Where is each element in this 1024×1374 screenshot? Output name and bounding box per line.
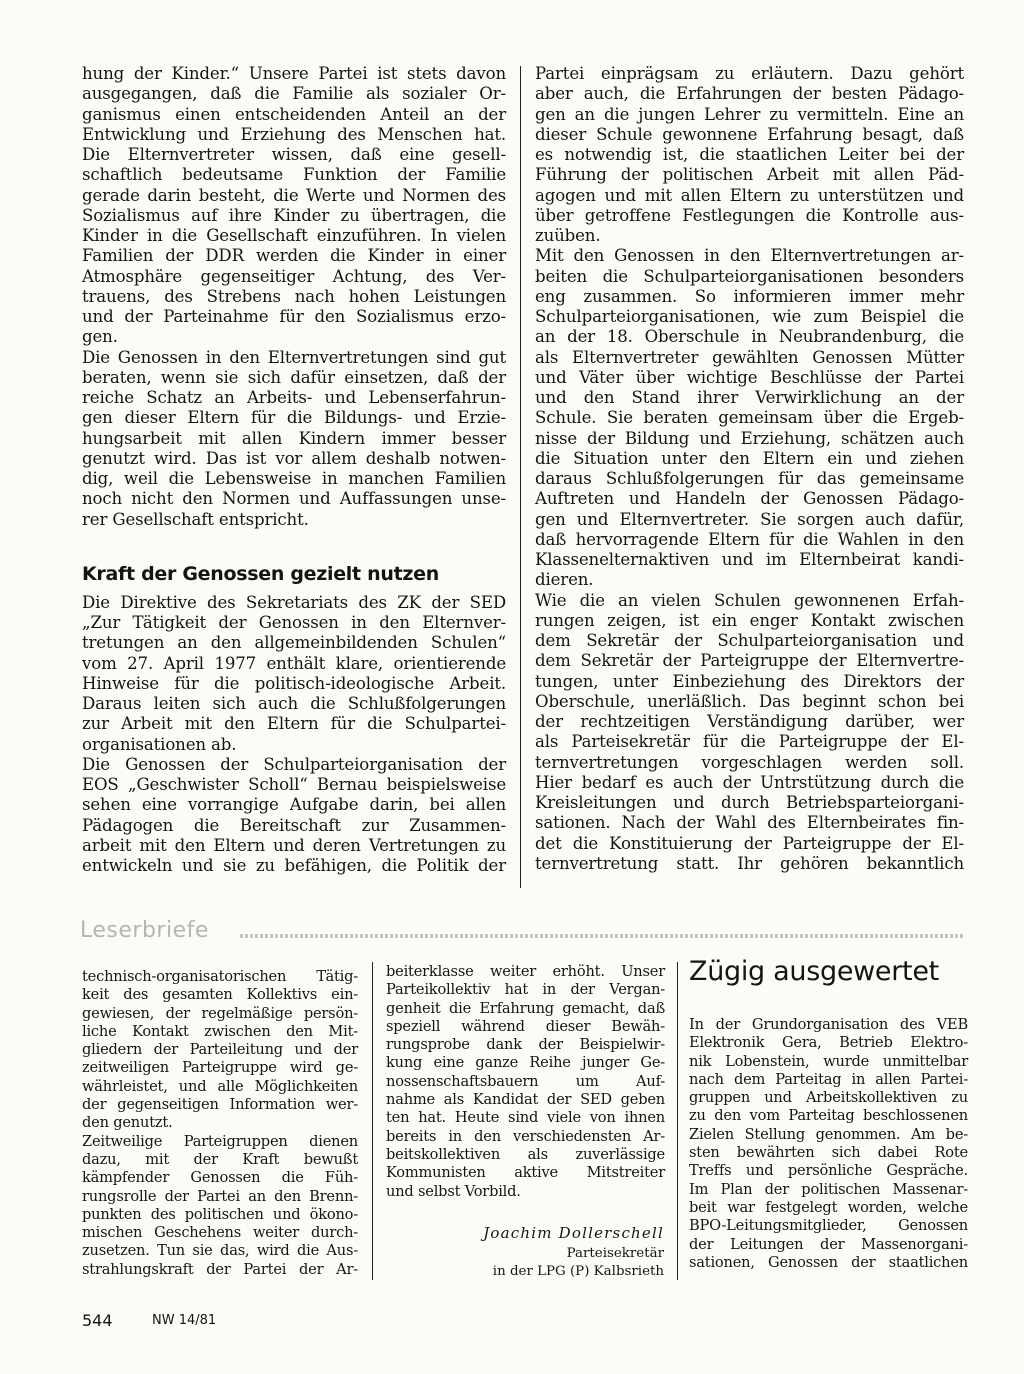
letter-col1-text <box>82 968 358 1279</box>
text-line: zeitweiligen Parteigruppe wird ge- <box>82 1059 358 1077</box>
text-line: als Parteisekretär für die Parteigruppe der El- <box>535 732 964 752</box>
text-line: Die Elternvertreter wissen, daß eine gesell- <box>82 145 506 164</box>
text-line: und selbst Vorbild. <box>386 1182 521 1200</box>
text-line: tretungen an den allgemeinbildenden Schulen“ <box>82 633 506 653</box>
text-line: rer Gesellschaft entspricht. <box>82 509 309 529</box>
text-line: dazu, mit der Kraft bewußt <box>82 1150 358 1168</box>
text-line: nik Lobenstein, wurde unmittelbar <box>689 1052 968 1070</box>
column-divider-top <box>520 66 521 888</box>
text-line: nahme als Kandidat der SED geben <box>386 1091 665 1109</box>
leserbriefe-rule <box>240 934 964 938</box>
text-line: hung der Kinder.“ Unsere Partei ist stets davon <box>82 64 506 83</box>
text-line: währleistet, und alle Möglichkeiten <box>82 1077 358 1095</box>
text-line: punkten des politischen und ökono- <box>82 1205 358 1223</box>
text-line: es notwendig ist, die staatlichen Leiter bei der <box>535 145 964 164</box>
letter-column-3 <box>689 1016 968 1272</box>
text-line: noch nicht den Normen und Auffassungen unse- <box>82 489 506 509</box>
text-line: daraus Schlußfolgerungen für das gemeinsame <box>535 469 964 488</box>
text-line: ten hat. Heute sind viele von ihnen <box>386 1109 665 1127</box>
text-line: „Zur Tätigkeit der Genossen in den Elternver- <box>82 613 506 632</box>
text-line: Atmosphäre gegenseitiger Achtung, des Ver- <box>82 266 506 286</box>
text-line: Klassenelternaktiven und im Elternbeirat kandi- <box>535 550 964 569</box>
text-line: gen an die jungen Lehrer zu vermitteln. Eine an <box>535 104 964 124</box>
text-line: dem Sekretär der Schulparteiorganisation und <box>535 631 964 650</box>
text-line: gen dieser Eltern für die Bildungs- und Erzie- <box>82 408 506 428</box>
text-line: zusetzen. Tun sie das, wird die Aus- <box>82 1242 358 1260</box>
text-line: zu den vom Parteitag beschlossenen <box>689 1107 968 1125</box>
text-line: Oberschule, unerläßlich. Das beginnt schon bei <box>535 691 964 711</box>
text-line: ternvertretungen vorgeschlagen werden soll. <box>535 752 964 772</box>
text-line: Die Genossen der Schulparteiorganisation der <box>82 754 506 774</box>
text-line: Zielen Stellung genommen. Am be- <box>689 1125 968 1143</box>
text-line: speziell während dieser Bewäh- <box>386 1017 665 1035</box>
text-line: gruppen und Arbeitskollektiven zu <box>689 1089 968 1107</box>
text-line: liche Kontakt zwischen den Mit- <box>82 1022 358 1040</box>
text-line: Kreisleitungen und durch Betriebsparteiorgani- <box>535 793 964 812</box>
text-line: kämpfender Genossen die Füh- <box>82 1169 358 1187</box>
text-line: beitskollektiven als zuverlässige <box>386 1145 665 1163</box>
text-line: arbeit mit den Eltern und deren Vertretungen zu <box>82 835 506 855</box>
text-line: dig, weil die Lebensweise in manchen Familien <box>82 469 506 488</box>
text-line: vom 27. April 1977 enthält klare, orientierende <box>82 653 506 673</box>
text-line: Sozialismus auf ihre Kinder zu übertragen, die <box>82 205 506 225</box>
text-line: an der 18. Oberschule in Neubrandenburg, die <box>535 327 964 347</box>
text-line: eng zusammen. So informieren immer mehr <box>535 286 964 306</box>
text-line: kung eine ganze Reihe junger Ge- <box>386 1054 665 1072</box>
text-line: Hinweise für die politisch-ideologische Arbeit. <box>82 673 506 693</box>
article-left-column <box>82 64 506 876</box>
text-line: Parteikollektiv hat in der Vergan- <box>386 981 665 999</box>
text-line: dieren. <box>535 570 594 590</box>
text-line: nisse der Bildung und Erziehung, schätzen auch <box>535 428 964 448</box>
top-right-text <box>535 64 964 874</box>
text-line: agogen und mit allen Eltern zu unterstützen und <box>535 185 964 205</box>
section-heading: Kraft der Genossen gezielt nutzen <box>82 563 439 585</box>
text-line: der Leitungen der Massenorgani- <box>689 1235 968 1253</box>
text-line: Treffs und persönliche Gespräche. <box>689 1162 968 1180</box>
text-line: und Väter über wichtige Beschlüsse der Partei <box>535 367 964 387</box>
text-line: technisch-organisatorischen Tätig- <box>82 968 358 985</box>
text-line: ternvertretung statt. Ihr gehören bekanntlich <box>535 853 964 873</box>
text-line: bereits in den verschiedensten Ar- <box>386 1127 665 1145</box>
text-line: Mit den Genossen in den Elternvertretungen ar- <box>535 246 964 266</box>
text-line: dem Sekretär der Parteigruppe der Elternvertre- <box>535 651 964 671</box>
text-line: ausgegangen, daß die Familie als sozialer Or- <box>82 84 506 104</box>
text-line: keit des gesamten Kollektivs ein- <box>82 986 358 1004</box>
text-line: Die Direktive des Sekretariats des ZK der SED <box>82 592 506 612</box>
text-line: gen. <box>82 327 118 347</box>
text-line: rungsprobe dank der Beispielwir- <box>386 1036 665 1054</box>
signature-name: Joachim Dollerschell <box>483 1224 664 1242</box>
text-line: den genutzt. <box>82 1114 173 1132</box>
text-line: Entwicklung und Erziehung des Menschen hat. <box>82 124 506 144</box>
text-line: sationen, Genossen der staatlichen <box>689 1253 968 1271</box>
text-line: Hier bedarf es auch der Untrstützung durch die <box>535 772 964 792</box>
text-line: tungen, unter Einbeziehung des Direktors der <box>535 671 964 691</box>
text-line: Schule. Sie beraten gemeinsam über die Ergeb- <box>535 408 964 428</box>
text-line: sehen eine vorrangige Aufgabe darin, bei allen <box>82 795 506 815</box>
text-line: trauens, des Strebens nach hohen Leistungen <box>82 286 506 306</box>
text-line: nossenschaftsbauern um Auf- <box>386 1072 665 1090</box>
signature-role: Parteisekretär <box>566 1246 664 1261</box>
text-line: Schulparteiorganisationen, wie zum Beispiel die <box>535 307 964 326</box>
top-left-text <box>82 64 506 530</box>
text-line: daß hervorragende Eltern für die Wahlen in den <box>535 529 964 549</box>
text-line: gliedern der Parteileitung und der <box>82 1041 358 1059</box>
text-line: sten bewährten sich dabei Rote <box>689 1144 968 1162</box>
signature-place: in der LPG (P) Kalbsrieth <box>492 1264 664 1279</box>
letter-column-2 <box>386 963 665 1201</box>
text-line: Zeitweilige Parteigruppen dienen <box>82 1132 358 1150</box>
text-line: strahlungskraft der Partei der Ar- <box>82 1260 358 1278</box>
text-line: nach dem Parteitag in allen Partei- <box>689 1070 968 1088</box>
text-line: und der Parteinahme für den Sozialismus erzo- <box>82 307 506 326</box>
column-divider-bottom-2 <box>677 962 678 1280</box>
text-line: Auftreten und Handeln der Genossen Pädago- <box>535 489 964 509</box>
text-line: die Situation unter den Eltern ein und ziehen <box>535 448 964 468</box>
letter-column-1 <box>82 968 358 1279</box>
text-line: rungsrolle der Partei an den Brenn- <box>82 1187 358 1205</box>
text-line: der gegenseitigen Information wer- <box>82 1096 358 1114</box>
letter-col2-text <box>386 963 665 1201</box>
leserbriefe-label: Leserbriefe <box>80 918 209 943</box>
text-line: entwickeln und sie zu befähigen, die Politik der <box>82 856 506 875</box>
text-line: der rechtzeitigen Verständigung darüber, wer <box>535 712 964 731</box>
text-line: det die Konstituierung der Parteigruppe der El- <box>535 833 964 853</box>
text-line: Führung der politischen Arbeit mit allen Päd- <box>535 165 964 185</box>
text-line: sationen. Nach der Wahl des Elternbeirates fin- <box>535 813 964 833</box>
text-line: dieser Schule gewonnene Erfahrung besagt, daß <box>535 124 964 144</box>
text-line: Kinder in die Gesellschaft einzuführen. In vielen <box>82 226 506 245</box>
text-line: rungen zeigen, ist ein enger Kontakt zwischen <box>535 610 964 630</box>
text-line: hungsarbeit mit allen Kindern immer besser <box>82 428 506 448</box>
text-line: Daraus leiten sich auch die Schlußfolgerungen <box>82 694 506 713</box>
issue-label: NW 14/81 <box>152 1313 217 1328</box>
text-line: gewiesen, der regelmäßige persön- <box>82 1004 358 1022</box>
text-line: über getroffene Festlegungen die Kontrolle aus- <box>535 205 964 225</box>
text-line: zur Arbeit mit den Eltern für die Schulpartei- <box>82 714 506 734</box>
text-line: EOS „Geschwister Scholl“ Bernau beispielsweise <box>82 775 506 794</box>
text-line: gerade darin besteht, die Werte und Normen des <box>82 185 506 205</box>
text-line: reiche Schatz an Arbeits- und Lebenserfahrun- <box>82 388 506 407</box>
text-line: genheit die Erfahrung gemacht, daß <box>386 999 665 1017</box>
text-line: und den Stand ihrer Verwirklichung an der <box>535 388 964 407</box>
text-line: ganismus einen entscheidenden Anteil an der <box>82 104 506 124</box>
text-line: beraten, wenn sie sich dafür einsetzen, daß der <box>82 367 506 387</box>
page-number: 544 <box>82 1311 113 1330</box>
text-line: gen und Elternvertreter. Sie sorgen auch dafür, <box>535 509 964 529</box>
article-title: Zügig ausgewertet <box>689 956 939 987</box>
text-line: In der Grundorganisation des VEB <box>689 1016 968 1033</box>
text-line: Familien der DDR werden die Kinder in einer <box>82 246 506 266</box>
text-line: Im Plan der politischen Massenar- <box>689 1180 968 1198</box>
text-line: Kommunisten aktive Mitstreiter <box>386 1164 665 1182</box>
text-line: beiterklasse weiter erhöht. Unser <box>386 963 665 980</box>
text-line: BPO-Leitungsmitglieder, Genossen <box>689 1217 968 1235</box>
text-line: Pädagogen die Bereitschaft zur Zusammen- <box>82 815 506 835</box>
text-line: als Elternvertreter gewählten Genossen Mütter <box>535 347 964 367</box>
text-line: Partei einprägsam zu erläutern. Dazu gehört <box>535 64 964 83</box>
text-line: schaftlich bedeutsame Funktion der Familie <box>82 165 506 185</box>
text-line: genutzt wird. Das ist vor allem deshalb notwen- <box>82 448 506 468</box>
text-line: Elektronik Gera, Betrieb Elektro- <box>689 1034 968 1052</box>
article-right-column <box>535 64 964 874</box>
column-divider-bottom-1 <box>372 962 373 1280</box>
text-line: mischen Geschehens weiter durch- <box>82 1224 358 1242</box>
text-line: zuüben. <box>535 226 601 245</box>
text-line: Wie die an vielen Schulen gewonnenen Erfah- <box>535 590 964 610</box>
text-line: Die Genossen in den Elternvertretungen sind gut <box>82 347 506 367</box>
mid-left-text <box>82 593 506 877</box>
text-line: organisationen ab. <box>82 734 237 754</box>
text-line: beit war festgelegt worden, welche <box>689 1198 968 1216</box>
text-line: beiten die Schulparteiorganisationen besonders <box>535 266 964 286</box>
text-line: aber auch, die Erfahrungen der besten Pädago- <box>535 84 964 104</box>
letter-col3-text <box>689 1016 968 1272</box>
